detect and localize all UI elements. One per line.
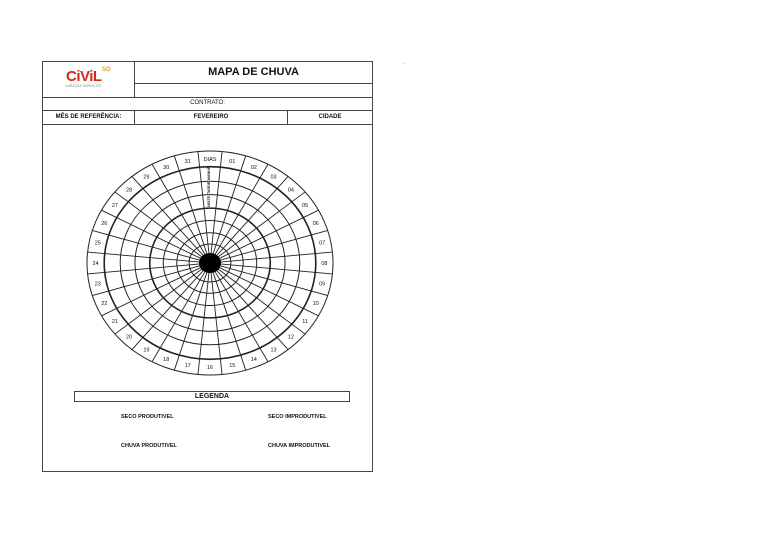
day-label: 24 bbox=[92, 261, 99, 267]
day-label: 17 bbox=[184, 363, 191, 370]
wheel-spoke bbox=[217, 210, 319, 260]
day-label: 07 bbox=[319, 240, 326, 247]
day-label: 18 bbox=[163, 357, 170, 364]
page-title: MAPA DE CHUVA bbox=[135, 62, 372, 84]
day-label: 28 bbox=[126, 187, 133, 194]
logo-subtitle: CARACAS SERVIÇOS bbox=[65, 84, 101, 88]
day-label: 16 bbox=[206, 365, 214, 372]
day-label: 25 bbox=[94, 240, 101, 247]
day-label: 12 bbox=[287, 334, 294, 341]
period-label: MANHÃ bbox=[207, 166, 211, 181]
wheel-spoke bbox=[102, 266, 204, 316]
logo bbox=[43, 62, 135, 97]
wheel-spoke bbox=[213, 269, 268, 362]
wheel-spoke bbox=[217, 266, 319, 316]
mes-value: FEVEREIRO bbox=[135, 110, 288, 124]
day-label: 10 bbox=[312, 300, 319, 307]
period-label: TARDE bbox=[207, 181, 211, 195]
day-label: 09 bbox=[319, 281, 326, 288]
stray-mark bbox=[404, 63, 405, 64]
wheel-center-label: DIAS bbox=[203, 156, 217, 163]
wheel-hub bbox=[199, 253, 221, 273]
day-label: 27 bbox=[111, 203, 118, 210]
contrato-field: CONTRATO: bbox=[43, 97, 372, 111]
day-label: 29 bbox=[143, 174, 150, 181]
day-label: 23 bbox=[94, 281, 101, 288]
day-label: 15 bbox=[229, 363, 236, 370]
cidade-label: CIDADE bbox=[318, 114, 342, 120]
day-label: 03 bbox=[270, 174, 277, 181]
rain-map-sheet bbox=[42, 61, 373, 472]
day-label: 06 bbox=[312, 221, 319, 228]
day-label: 04 bbox=[287, 187, 294, 194]
legend-seco-produtivel: SECO PRODUTIVEL bbox=[121, 414, 174, 420]
legend-seco-improdutivel: SECO IMPRODUTIVEL bbox=[268, 414, 327, 420]
day-label: 21 bbox=[111, 318, 118, 325]
legend-chuva-produtivel: CHUVA PRODUTIVEL bbox=[121, 443, 177, 449]
day-label: 02 bbox=[250, 164, 257, 171]
reference-row bbox=[43, 110, 372, 125]
day-label: 30 bbox=[163, 164, 170, 171]
day-label: 05 bbox=[302, 203, 309, 210]
wheel-spoke bbox=[213, 164, 268, 257]
day-label: 26 bbox=[101, 221, 108, 228]
day-label: 22 bbox=[101, 300, 108, 307]
wheel-spoke bbox=[152, 164, 207, 257]
wheel-spoke bbox=[102, 210, 204, 260]
wheel-spoke bbox=[152, 269, 207, 362]
day-label: 11 bbox=[302, 318, 308, 325]
period-label: NOITE bbox=[207, 195, 211, 207]
logo-text: CiViL bbox=[66, 68, 102, 85]
mes-label: MÊS DE REFERÊNCIA: bbox=[43, 110, 135, 124]
logo-superscript: SO bbox=[102, 67, 111, 73]
legend-title: LEGENDA bbox=[74, 391, 350, 402]
day-label: 19 bbox=[143, 347, 150, 354]
rain-wheel-chart bbox=[43, 124, 372, 386]
day-label: 14 bbox=[250, 357, 257, 364]
day-label: 13 bbox=[270, 347, 277, 354]
day-label: 08 bbox=[321, 261, 328, 267]
header bbox=[43, 62, 372, 98]
day-label: 01 bbox=[229, 158, 236, 165]
day-label: 31 bbox=[184, 158, 191, 165]
legend-chuva-improdutivel: CHUVA IMPRODUTIVEL bbox=[268, 443, 331, 449]
day-label: 20 bbox=[126, 334, 133, 341]
